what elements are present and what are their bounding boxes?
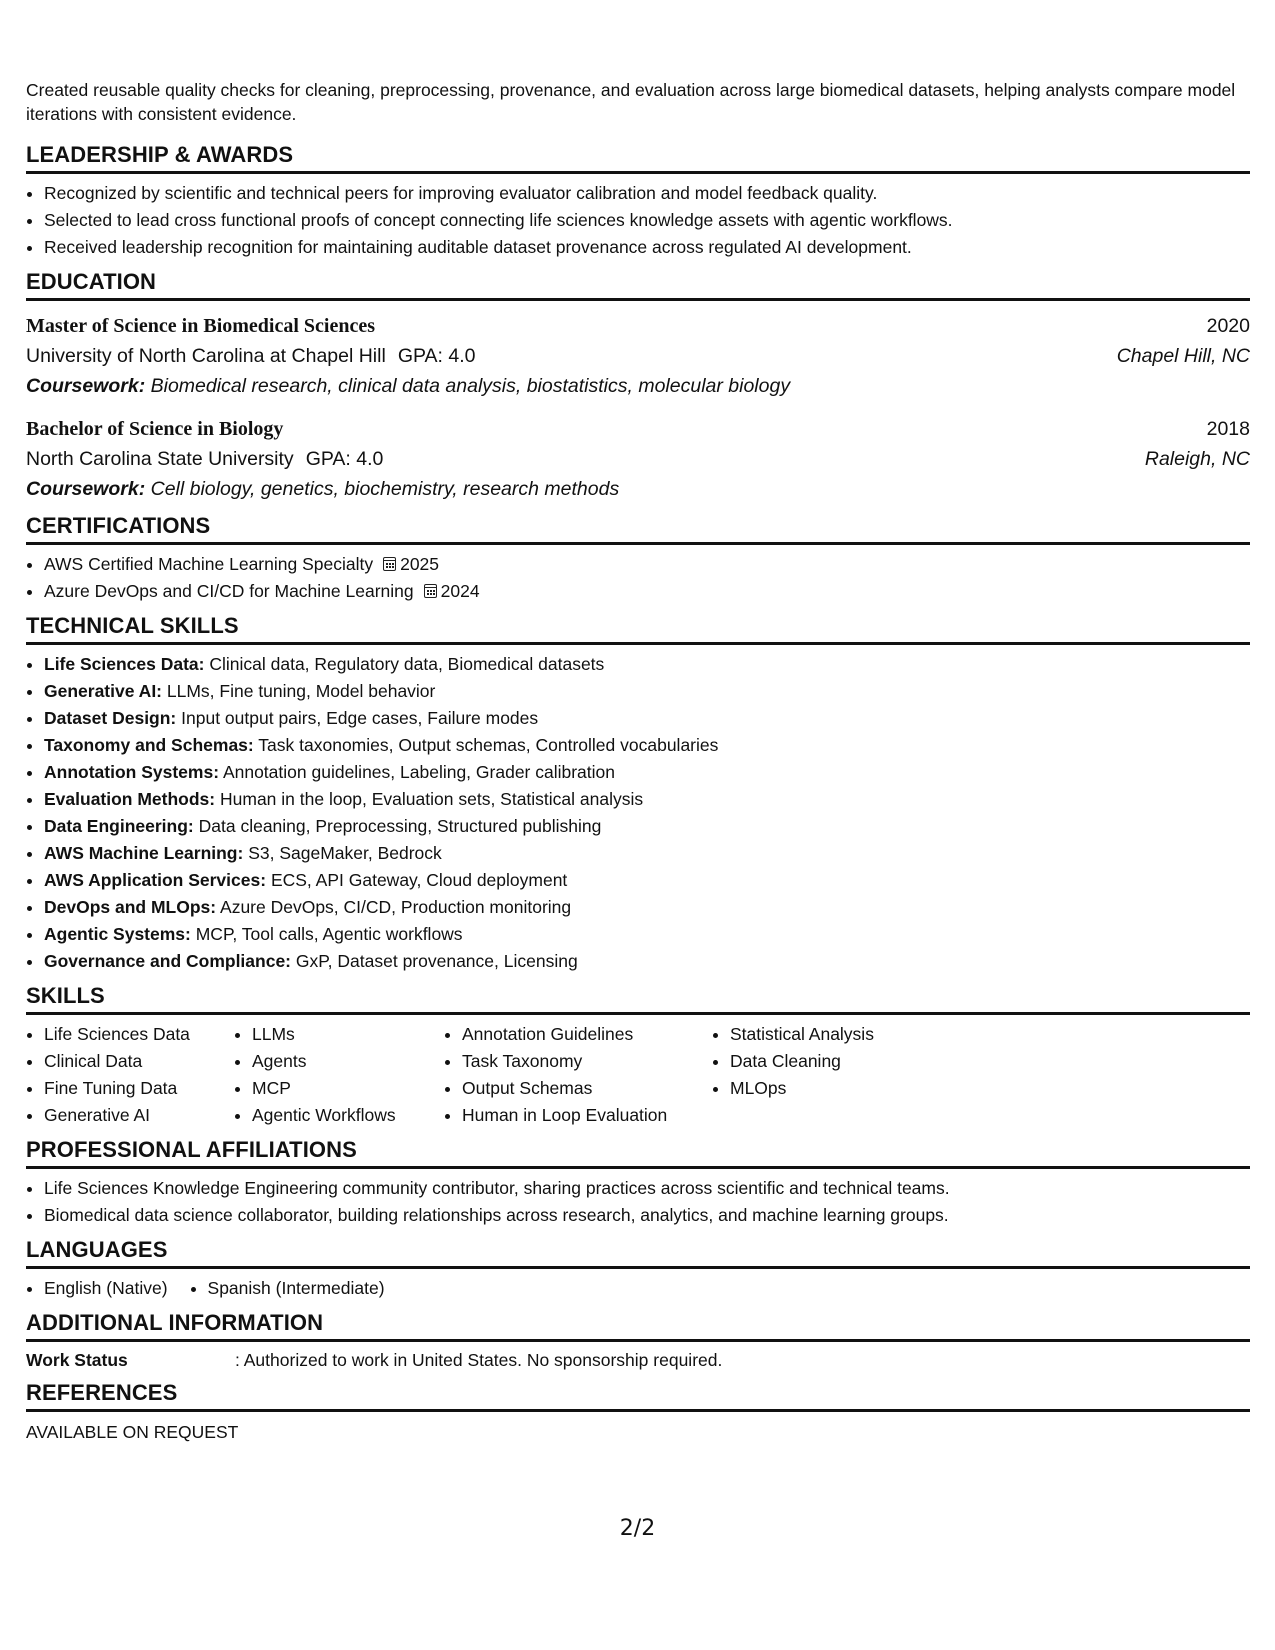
skill-item: • Generative AI: [44, 1102, 234, 1129]
certifications-list: [26, 551, 1250, 605]
skill-category: Life Sciences Data:: [44, 654, 205, 674]
list-item: • Selected to lead cross functional proofs of concept connecting life sciences knowledge assets with agentic workflows.: [44, 207, 1250, 234]
resume-page: [26, 78, 1250, 1452]
certification-name: AWS Certified Machine Learning Specialty: [44, 554, 374, 574]
skill-item: • Fine Tuning Data: [44, 1075, 234, 1102]
languages-section: [26, 1237, 1250, 1302]
skills-column: [712, 1021, 980, 1129]
section-heading-education: EDUCATION: [26, 269, 1250, 301]
skills-column: [444, 1021, 712, 1129]
skill-values: S3, SageMaker, Bedrock: [248, 843, 442, 863]
certification-item: [44, 578, 1250, 605]
school-name: North Carolina State University: [26, 448, 294, 470]
skill-values: LLMs, Fine tuning, Model behavior: [166, 681, 436, 701]
list-item: • Biomedical data science collaborator, building relationships across research, analytics, and machine learning groups.: [44, 1202, 1250, 1229]
calendar-icon: [424, 584, 437, 598]
section-heading-affiliations: PROFESSIONAL AFFILIATIONS: [26, 1137, 1250, 1169]
graduation-year: 2018: [1206, 418, 1250, 440]
gpa: GPA: 4.0: [305, 448, 384, 470]
skills-column: [234, 1021, 444, 1129]
section-heading-additional-info: ADDITIONAL INFORMATION: [26, 1310, 1250, 1342]
school-location: Chapel Hill, NC: [1116, 345, 1250, 367]
work-status-value: : Authorized to work in United States. No sponsorship required.: [235, 1350, 723, 1370]
skill-category: Governance and Compliance:: [44, 951, 292, 971]
skill-category: AWS Machine Learning:: [44, 843, 244, 863]
skills-column: [26, 1021, 234, 1129]
coursework: [26, 474, 1250, 505]
section-heading-certifications: CERTIFICATIONS: [26, 513, 1250, 545]
technical-skills-list: [26, 651, 1250, 975]
references-text: AVAILABLE ON REQUEST: [26, 1422, 239, 1442]
language-item: • English (Native): [44, 1275, 168, 1302]
skill-category: AWS Application Services:: [44, 870, 267, 890]
skill-item: • Task Taxonomy: [462, 1048, 712, 1075]
skill-item: • LLMs: [252, 1021, 444, 1048]
list-item: • Received leadership recognition for maintaining auditable dataset provenance across regulated AI development.: [44, 234, 1250, 261]
skill-category: Agentic Systems:: [44, 924, 191, 944]
skill-item: • Human in Loop Evaluation: [462, 1102, 712, 1129]
skill-item: • Agents: [252, 1048, 444, 1075]
skills-grid: [26, 1021, 1250, 1129]
page-number: 2/2: [619, 1516, 656, 1541]
section-heading-leadership: LEADERSHIP & AWARDS: [26, 142, 1250, 174]
work-status-row: [26, 1348, 1250, 1372]
list-item: • Life Sciences Knowledge Engineering community contributor, sharing practices across scientific and technical teams.: [44, 1175, 1250, 1202]
technical-skill-item: [44, 678, 1250, 705]
section-heading-technical-skills: TECHNICAL SKILLS: [26, 613, 1250, 645]
coursework-label: Coursework:: [26, 478, 146, 500]
skill-values: Input output pairs, Edge cases, Failure modes: [181, 708, 539, 728]
section-heading-skills: SKILLS: [26, 983, 1250, 1015]
skill-item: • Output Schemas: [462, 1075, 712, 1102]
skill-values: GxP, Dataset provenance, Licensing: [295, 951, 578, 971]
certification-year: 2024: [440, 581, 480, 601]
technical-skill-item: [44, 759, 1250, 786]
education-section: [26, 269, 1250, 505]
additional-info-section: [26, 1310, 1250, 1372]
skill-values: Annotation guidelines, Labeling, Grader calibration: [222, 762, 616, 782]
calendar-icon: [383, 557, 396, 571]
section-heading-references: REFERENCES: [26, 1380, 1250, 1412]
technical-skill-item: [44, 651, 1250, 678]
skill-item: • Agentic Workflows: [252, 1102, 444, 1129]
affiliations-section: [26, 1137, 1250, 1229]
skill-values: Task taxonomies, Output schemas, Controlled vocabularies: [258, 735, 719, 755]
certification-item: [44, 551, 1250, 578]
skill-category: Taxonomy and Schemas:: [44, 735, 254, 755]
coursework-text: Cell biology, genetics, biochemistry, research methods: [150, 478, 620, 500]
gpa: GPA: 4.0: [397, 345, 476, 367]
technical-skill-item: [44, 921, 1250, 948]
education-entry: [26, 311, 1250, 402]
skills-section: [26, 983, 1250, 1129]
education-entry: [26, 414, 1250, 505]
technical-skill-item: [44, 894, 1250, 921]
school-name: University of North Carolina at Chapel Hill: [26, 345, 386, 367]
technical-skill-item: [44, 948, 1250, 975]
references-section: [26, 1380, 1250, 1444]
language-item: • Spanish (Intermediate): [208, 1275, 385, 1302]
degree-title: Bachelor of Science in Biology: [26, 418, 284, 440]
skill-item: • Clinical Data: [44, 1048, 234, 1075]
skill-item: • MCP: [252, 1075, 444, 1102]
skill-values: MCP, Tool calls, Agentic workflows: [195, 924, 463, 944]
degree-title: Master of Science in Biomedical Sciences: [26, 315, 376, 337]
technical-skill-item: [44, 840, 1250, 867]
section-heading-languages: LANGUAGES: [26, 1237, 1250, 1269]
school-location: Raleigh, NC: [1144, 448, 1250, 470]
coursework: [26, 371, 1250, 402]
list-item: • Recognized by scientific and technical peers for improving evaluator calibration and model feedback quality.: [44, 180, 1250, 207]
coursework-label: Coursework:: [26, 375, 146, 397]
skill-item: • Statistical Analysis: [730, 1021, 980, 1048]
technical-skills-section: [26, 613, 1250, 975]
skill-values: Data cleaning, Preprocessing, Structured publishing: [198, 816, 602, 836]
experience-continuation-text: Created reusable quality checks for cleaning, preprocessing, provenance, and evaluation across large biomedical datasets, helping analysts compare model iterations with consistent evidence.: [26, 80, 1236, 124]
technical-skill-item: [44, 786, 1250, 813]
skill-values: Human in the loop, Evaluation sets, Statistical analysis: [220, 789, 644, 809]
graduation-year: 2020: [1206, 315, 1250, 337]
affiliations-list: [26, 1175, 1250, 1229]
technical-skill-item: [44, 705, 1250, 732]
certification-year: 2025: [400, 554, 440, 574]
skill-category: Data Engineering:: [44, 816, 194, 836]
skill-item: • Annotation Guidelines: [462, 1021, 712, 1048]
skill-category: DevOps and MLOps:: [44, 897, 217, 917]
leadership-list: [26, 180, 1250, 261]
technical-skill-item: [44, 867, 1250, 894]
skill-category: Annotation Systems:: [44, 762, 220, 782]
skill-values: Clinical data, Regulatory data, Biomedical datasets: [209, 654, 605, 674]
skill-values: Azure DevOps, CI/CD, Production monitoring: [220, 897, 572, 917]
skill-item: • Data Cleaning: [730, 1048, 980, 1075]
work-status-label: Work Status: [26, 1350, 128, 1370]
coursework-text: Biomedical research, clinical data analysis, biostatistics, molecular biology: [150, 375, 791, 397]
technical-skill-item: [44, 732, 1250, 759]
technical-skill-item: [44, 813, 1250, 840]
certifications-section: [26, 513, 1250, 605]
skill-category: Evaluation Methods:: [44, 789, 216, 809]
skill-values: ECS, API Gateway, Cloud deployment: [270, 870, 568, 890]
skill-item: • MLOps: [730, 1075, 980, 1102]
skill-category: Generative AI:: [44, 681, 163, 701]
languages-list: [26, 1275, 1250, 1302]
certification-name: Azure DevOps and CI/CD for Machine Learning: [44, 581, 414, 601]
skill-item: • Life Sciences Data: [44, 1021, 234, 1048]
leadership-section: [26, 142, 1250, 261]
skill-category: Dataset Design:: [44, 708, 177, 728]
